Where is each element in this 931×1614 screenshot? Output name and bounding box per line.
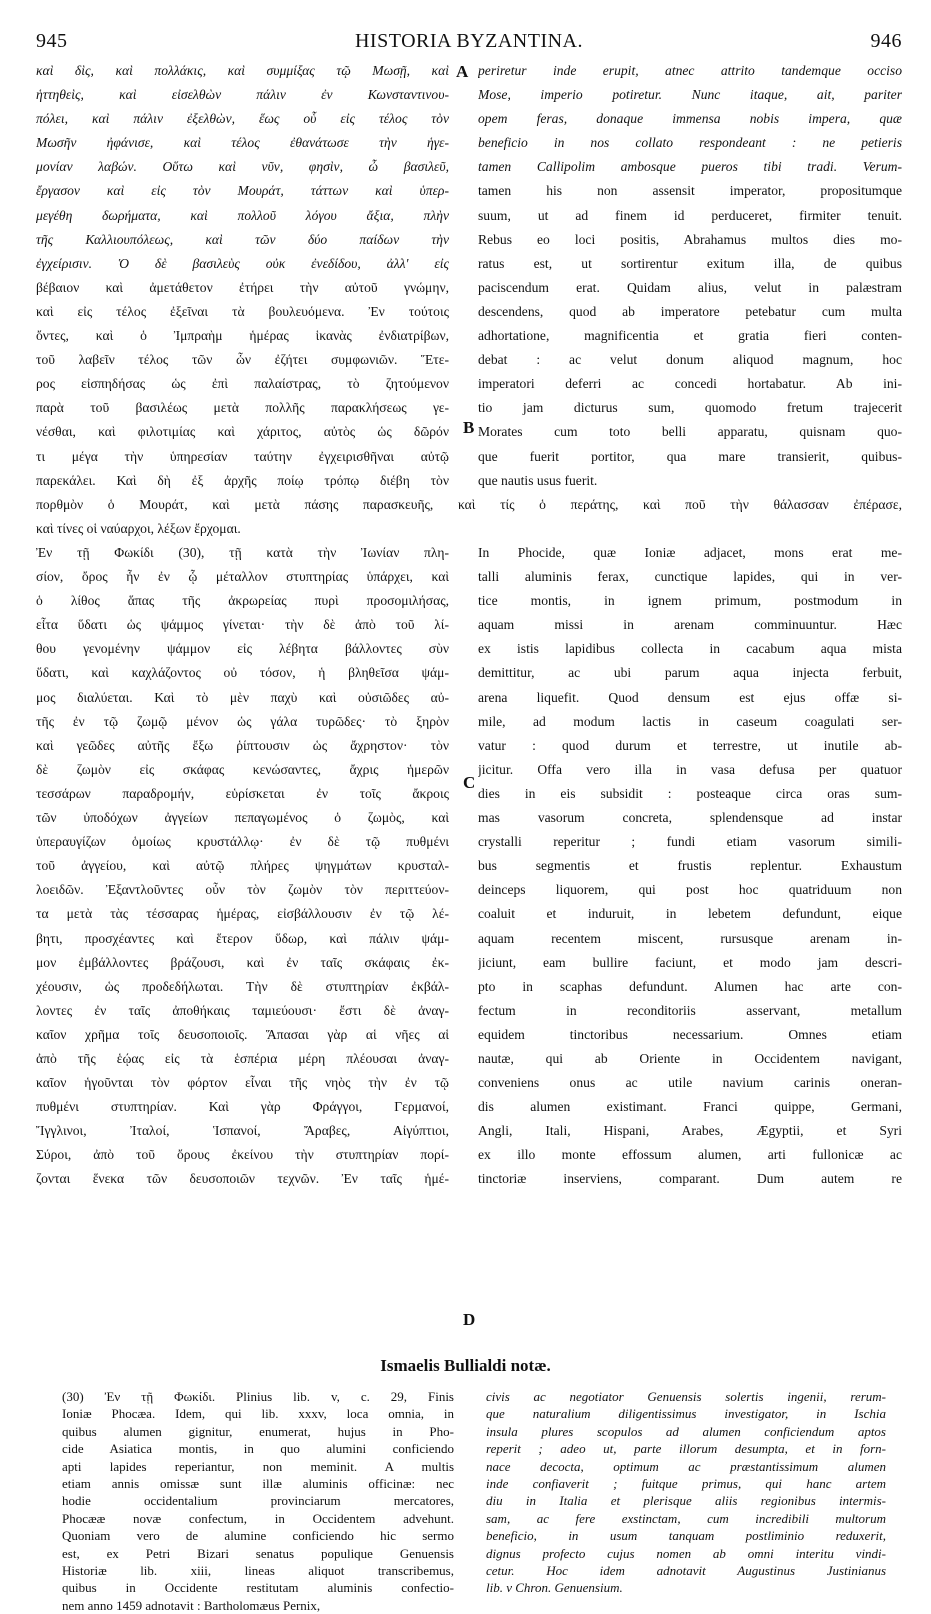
text-line: arena liquefit. Quod densum est ejus offæ si-	[478, 689, 902, 705]
text-line: ὕδατι, καὶ καχλάζοντος οὐ τόσον, ἡ βληθεῖσα ψάμ-	[36, 665, 449, 681]
notes-heading: Ismaelis Bullialdi notæ.	[380, 1356, 551, 1375]
text-line: civis ac negotiator Genuensis solertis ingenii, rerum-	[486, 1389, 886, 1404]
text-line: imperatori deferri ac concedi hortabatur. Ab ini-	[478, 376, 902, 392]
text-line: nem anno 1459 adnotavit : Bartholomæus Pernix,	[62, 1597, 321, 1613]
text-line: lib. v Chron. Genuensium.	[486, 1580, 623, 1596]
text-line: Μωσῆν ἠφάνισε, καὶ τέλος ἐθανάτωσε τὴν ἡγε-	[36, 135, 449, 151]
section-marker-d: D	[463, 1310, 476, 1329]
text-line: periretur inde erupit, atnec attrito tandemque occiso	[478, 63, 902, 78]
text-line: τῆς Καλλιουπόλεως, καὶ τῶν δύο παίδων τὴν	[36, 231, 449, 247]
text-line: ὑπεραυγίζων ὁμοίως κρυστάλλῳ· ἐν δὲ τῷ πυθμένι	[36, 834, 449, 850]
text-line: insula plures scopulos ad alumen conficiendum aptos	[486, 1423, 886, 1439]
page-number-left: 945	[36, 30, 68, 52]
text-line: καὶ εἰς τέλος ἐξεῖναι τὰ βουλευόμενα. Ἐν τούτοις	[36, 303, 449, 319]
text-line: pto in scaphas defundunt. Alumen hac arte con-	[478, 978, 902, 994]
text-line: Rebus eo loci positis, Abrahamus multos dies mo-	[478, 231, 902, 247]
section-marker-a: A	[456, 62, 469, 81]
text-line: deinceps liquorem, qui post hoc quatriduum non	[478, 882, 902, 898]
text-line: mas vasorum concreta, splendensque ad instar	[478, 810, 902, 826]
greek-column-top	[36, 59, 449, 493]
text-line: crystalli reperitur ; fundi etiam vasorum simili-	[478, 834, 902, 850]
text-line: ἡττηθεὶς, καὶ εἰσελθὼν πάλιν ἐν Κωνσταντινου-	[36, 87, 449, 103]
text-line: σίον, ὄρος ἦν ἐν ᾧ μέταλλον στυπτηρίας ὑπάρχει, καὶ	[36, 569, 449, 585]
text-line: vatur : quod durum et terrestre, ut inutile ab-	[478, 737, 902, 753]
text-line: dignus profecto cujus nomen ab omni interitu vindi-	[486, 1545, 886, 1561]
footnote-column-right	[486, 1388, 886, 1597]
text-line: tio jam dicturus sum, quomodo fretum trajecerit	[478, 400, 902, 416]
text-line: μος διαλύεται. Καὶ τὸ μὲν παχὺ καὶ οὐσιῶδες αὐ-	[36, 689, 449, 705]
text-line: ἔργασον καὶ εἰς τὸν Μουράτ, τάττων καὶ ὑπερ-	[36, 183, 449, 199]
text-line: quibus alumen gignitur, enumerat, hujus in Pho-	[62, 1423, 454, 1439]
text-line: opem feras, donaque immensa nobis impera, quæ	[478, 111, 902, 127]
text-line: inde confiaverit ; fuitque primus, qui hanc artem	[486, 1476, 886, 1492]
text-line: apti lapides reperiantur, non meminit. A multis	[62, 1458, 454, 1474]
text-line: que nautis usus fuerit.	[478, 472, 598, 488]
text-line: nace decocta, optimum ac præstantissimum alumen	[486, 1458, 886, 1474]
text-line: βέβαιον καὶ ἀμετάθετον ἐτήρει τὴν αὐτοῦ γνώμην,	[36, 279, 449, 295]
text-line: equidem tinctoribus necessarium. Omnes etiam	[478, 1026, 902, 1042]
text-line: beneficio, in usum tanquam postliminio reduxerit,	[486, 1528, 886, 1544]
text-line: demittitur, ac ubi parum aqua injecta ferbuit,	[478, 665, 902, 681]
text-line: μονίαν λαβών. Οὕτω καὶ νῦν, φησὶν, ὦ βασιλεῦ,	[36, 159, 449, 175]
text-line: Morates cum toto belli apparatu, quisnam quo-	[478, 424, 902, 440]
running-title: HISTORIA BYZANTINA.	[354, 30, 583, 52]
text-line: (30) Ἐν τῇ Φωκίδι. Plinius lib. v, c. 29, Finis	[62, 1389, 454, 1404]
text-line: ζονται ἕνεκα τῶν δευσοποιῶν τεχνῶν. Ἐν ταῖς ἡμέ-	[36, 1171, 449, 1187]
text-line: cetur. Hoc idem adnotavit Augustinus Justinianus	[486, 1563, 886, 1579]
text-line: λοντες ἐν ταῖς ἀποθήκαις ταμιεύουσι· ἔστι δὲ ἀναγ-	[36, 1002, 449, 1018]
text-line: talli aluminis ferax, cunctique lapides, qui in ver-	[478, 569, 902, 585]
text-line: πυθμένι στυπτηρίαν. Καὶ γὰρ Φράγγοι, Γερμανοί,	[36, 1099, 449, 1115]
text-line: τῶν ὑποδόχων ἀγγείων πεπαγωμένος ὁ ζωμὸς, καὶ	[36, 810, 449, 826]
text-line: mile, ad modum lactis in caseum coagulati ser-	[478, 713, 902, 729]
text-line: adhortatione, magnificentia et gratia fieri conten-	[478, 328, 902, 344]
section-marker-b: B	[463, 418, 475, 437]
text-line: πορθμὸν ὁ Μουράτ, καὶ μετὰ πάσης παρασκευῆς, καὶ τίς ὁ περάτης, καὶ ποῦ τὴν θάλασσαν ἐπέρασε,	[36, 497, 902, 512]
text-line: debat : ac velut donum aliquod magnum, hoc	[478, 352, 902, 368]
text-line: Angli, Itali, Hispani, Arabes, Ægyptii, et Syri	[478, 1123, 902, 1139]
text-line: ρος εἰσπηδήσας ὡς ἐπὶ παλαίστρας, τὸ ζητούμενον	[36, 376, 449, 392]
greek-spanning-lines	[36, 493, 902, 541]
text-line: aquam recentem miscent, rursusque arenam in-	[478, 930, 902, 946]
text-line: τεσσάρων παραδρομήν, εὑρίσκεται ἐν τοῖς ἄκροις	[36, 785, 449, 801]
text-line: paciscendum erat. Quidam alius, velut in palæstram	[478, 279, 902, 295]
text-line: cide Asiatica montis, in quo alumini conficiendo	[62, 1441, 454, 1457]
text-line: χέουσιν, ὡς προδεδήλωται. Τὴν δὲ στυπτηρίαν ἐκβάλ-	[36, 978, 449, 994]
text-line: dies in eis subsidit : posteaque circa oras sum-	[478, 785, 902, 801]
text-line: τα μετὰ τὰς τέσσαρας ἡμέρας, εἰσβάλλουσιν ἐν τῷ λέ-	[36, 906, 449, 922]
text-line: νέσθαι, καὶ φιλοτιμίας καὶ χάριτος, αὐτὸς ὡς δῶρόν	[36, 424, 449, 440]
text-line: beneficio in nos collato respondeant : ne petieris	[478, 135, 902, 151]
text-line: Σύροι, ἀπὸ τοῦ ὄρους ἐκείνου τὴν στυπτηρίαν πορί-	[36, 1147, 449, 1163]
text-line: καῖον ἡγοῦνται τὸν φόρτον εἶναι τῆς νηὸς τὴν ἐν τῷ	[36, 1075, 449, 1091]
text-line: δὲ ζωμὸν εἰς σκάφας κενώσαντες, ἄχρις ἡμερῶν	[36, 761, 449, 777]
text-line: παρὰ τοῦ βασιλέως μετὰ πολλῆς παρακλήσεως γε-	[36, 400, 449, 416]
text-line: reperit ; adeo ut, parte illorum desumpta, et in forn-	[486, 1441, 886, 1457]
text-line: etiam annis omissæ sunt illæ aluminis officinæ: nec	[62, 1476, 454, 1492]
greek-column-main	[36, 541, 449, 1192]
text-line: Phocææ novæ confectum, in Occidentem advehunt.	[62, 1510, 454, 1526]
text-line: ἀπὸ τῆς ἑῴας εἰς τὰ ἑσπέρια μέρη πλέουσαι ἀναγ-	[36, 1050, 449, 1066]
text-line: ἐγχείρισιν. Ὁ δὲ βασιλεὺς οὐκ ἐνεδίδου, ἀλλ' εἰς	[36, 255, 449, 271]
latin-column-main	[478, 541, 902, 1192]
text-line: ὄντες, καὶ ὁ Ἰμπραὴμ ἡμέρας ἱκανὰς ἐνδιατρίβων,	[36, 328, 449, 344]
text-line: suum, ut ad finem id perduceret, firmiter tenuit.	[478, 207, 902, 223]
text-line: coaluit et induruit, in lebetem defundunt, eique	[478, 906, 902, 922]
text-line: tamen his non assensit imperator, propositumque	[478, 183, 902, 199]
section-marker-c: C	[463, 773, 476, 792]
text-line: ratus est, ut sortirentur exitum illa, de quibus	[478, 255, 902, 271]
text-line: καὶ γεῶδες αὐτῆς ἔξω ῥίπτουσιν ὡς ἄχρηστον· τὸν	[36, 737, 449, 753]
text-line: θου γενομένην ψάμμον εἰς λέβητα βάλλοντες σὺν	[36, 641, 449, 657]
text-line: τῆς ἐν τῷ ζωμῷ μένον ὡς γάλα τυρῶδες· τὸ ξηρὸν	[36, 713, 449, 729]
text-line: καὶ δὶς, καὶ πολλάκις, καὶ συμμίξας τῷ Μωσῇ, καὶ	[36, 63, 449, 78]
text-line: καὶ τίνες οἱ ναύαρχοι, λέξων ἔρχομαι.	[36, 521, 241, 537]
footnote-column-left	[62, 1388, 454, 1614]
text-line: εἶτα ὕδατι ὡς ψάμμος γίνεται· τὴν δὲ ἀπὸ τοῦ λί-	[36, 617, 449, 633]
text-line: τι μέγα τὴν ὑπηρεσίαν ταύτην ἐγχειρισθῆναι αὐτῷ	[36, 448, 449, 464]
text-line: τοῦ ἀγγείου, καὶ αὐτῷ πλήρες ψηγμάτων κρυσταλ-	[36, 858, 449, 874]
text-line: dis alumen existimant. Franci quippe, Germani,	[478, 1099, 902, 1115]
text-line: que naturalium diligentissimus investigator, in Ischia	[486, 1406, 886, 1422]
text-line: conveniens onus ac utile navium carinis oneran-	[478, 1075, 902, 1091]
text-line: λοειδῶν. Ἐξαντλοῦντες οὖν τὸν ζωμὸν τὸν περιττεύον-	[36, 882, 449, 898]
text-line: diu in Italia et plerisque aliis regionibus intermis-	[486, 1493, 886, 1509]
text-line: bus segmentis et frustis replentur. Exhaustum	[478, 858, 902, 874]
text-line: descendens, quod ab imperatore petebatur cum multa	[478, 303, 902, 319]
text-line: sam, ac fere exstinctam, cum incredibili multorum	[486, 1510, 886, 1526]
text-line: tamen Callipolim ambosque pueros tibi tradi. Verum-	[478, 159, 902, 175]
text-line: μον ἐμβάλλοντες βράζουσι, καὶ ἐν ταῖς σκάφαις ἐκ-	[36, 954, 449, 970]
text-line: Ἴγγλινοι, Ἰταλοί, Ἱσπανοί, Ἄραβες, Αἰγύπτιοι,	[36, 1123, 449, 1139]
text-line: que fuerit portitor, qua mare transierit, quibus-	[478, 448, 902, 464]
text-line: aquam missi in arenam comminuuntur. Hæc	[478, 617, 902, 633]
text-line: παρεκάλει. Καὶ δὴ ἐξ ἀρχῆς ποίῳ τρόπῳ διέβη τὸν	[36, 472, 449, 488]
text-line: tice montis, in ignem primum, postmodum in	[478, 593, 902, 609]
text-line: nautæ, qui ab Oriente in Occidentem navigant,	[478, 1050, 902, 1066]
text-line: hodie occidentalium provinciarum mercatores,	[62, 1493, 454, 1509]
text-line: In Phocide, quæ Ioniæ adjacet, mons erat me-	[478, 545, 902, 560]
text-line: ex illo monte effossum alumen, arti fullonicæ ac	[478, 1147, 902, 1163]
text-line: Ioniæ Phocæa. Idem, qui lib. xxxv, loca omnia, in	[62, 1406, 454, 1422]
text-line: Historiæ lib. xiii, lineas aliquot transcribemus,	[62, 1563, 454, 1579]
text-line: jicitur. Offa vero illa in vasa defusa per quatuor	[478, 761, 902, 777]
text-line: Mose, imperio potiretur. Nunc itaque, ait, pariter	[478, 87, 902, 103]
text-line: τοῦ λαβεῖν τέλος τῶν ὧν ἐζήτει συμφωνιῶν. Ἕτε-	[36, 352, 449, 368]
text-line: καῖον χρῆμα τοῖς δευσοποιοῖς. Ἅπασαι γὰρ αἱ νῆες αἱ	[36, 1026, 449, 1042]
text-line: βητι, προσχέαντες καὶ ἕτερον ὕδωρ, καὶ πάλιν ψάμ-	[36, 930, 449, 946]
text-line: ὁ λίθος ἅπας τῆς ἀκρωρείας πυρὶ προσομιλήσας,	[36, 593, 449, 609]
latin-column-top	[478, 59, 902, 493]
text-line: tinctoriæ inserviens, comparant. Dum autem re	[478, 1171, 902, 1187]
text-line: Ἐν τῇ Φωκίδι (30), τῇ κατὰ τὴν Ἰωνίαν πλη-	[36, 545, 449, 560]
text-line: est, ex Petri Bizari senatus populique Genuensis	[62, 1545, 454, 1561]
text-line: πόλει, καὶ πάλιν ἐξελθὼν, ἕως οὗ εἰς τέλος τὸν	[36, 111, 449, 127]
text-line: fectum in reconditoriis asservant, metallum	[478, 1002, 902, 1018]
text-line: jiciunt, eam bullire faciunt, et modo jam descri-	[478, 954, 902, 970]
text-line: Quoniam vero de alumine conficiendo hic sermo	[62, 1528, 454, 1544]
text-line: μεγέθη δωρήματα, καὶ πολλοῦ λόγου ἄξια, πλὴν	[36, 207, 449, 223]
text-line: quibus in Occidente restitutam aluminis confectio-	[62, 1580, 454, 1596]
text-line: ex istis lapidibus collecta in cacabum aqua mista	[478, 641, 902, 657]
page-number-right: 946	[870, 30, 902, 52]
running-header	[36, 30, 902, 60]
